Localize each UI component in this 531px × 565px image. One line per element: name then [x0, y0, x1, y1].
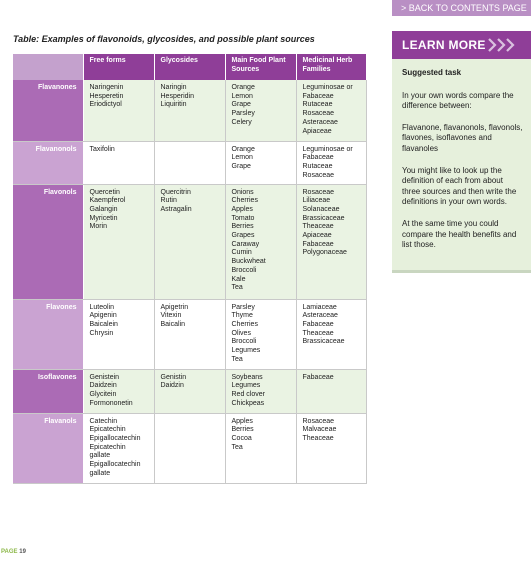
herb-families-cell: Rosaceae Liliaceae Solanaceae Brassicaceae Theaceae Apiaceae Fabaceae Polygonaceae: [296, 184, 366, 299]
learn-more-header: [392, 31, 531, 59]
panel-shadow: [392, 270, 531, 273]
page-label: PAGE: [1, 549, 18, 555]
chevrons-right-icon: [487, 38, 523, 52]
free-forms-cell: Luteolin Apigenin Baicalein Chrysin: [83, 299, 154, 369]
glycosides-cell: Apigetrin Vitexin Baicalin: [154, 299, 225, 369]
flavonoid-table: [13, 54, 367, 484]
header-glycosides: Glycosides: [154, 54, 225, 80]
row-label: Flavanones: [13, 80, 83, 141]
food-sources-cell: Apples Berries Cocoa Tea: [225, 413, 296, 483]
learn-more-paragraph: You might like to look up the definition of each from about three sources and then write the definitions in your own words.: [402, 165, 517, 207]
table-row: [13, 369, 366, 413]
herb-families-cell: Fabaceae: [296, 369, 366, 413]
learn-more-panel: [392, 31, 531, 270]
page-number-value: 19: [19, 549, 26, 555]
learn-more-subtitle: Suggested task: [402, 68, 462, 77]
header-food-sources: Main Food Plant Sources: [225, 54, 296, 80]
glycosides-cell: [154, 413, 225, 483]
free-forms-cell: Taxifolin: [83, 141, 154, 184]
food-sources-cell: Soybeans Legumes Red clover Chickpeas: [225, 369, 296, 413]
learn-more-paragraph: In your own words compare the difference between:: [402, 90, 514, 111]
glycosides-cell: [154, 141, 225, 184]
table-row: [13, 141, 366, 184]
header-herb-families: Medicinal Herb Families: [296, 54, 366, 80]
row-label: Flavanonols: [13, 141, 83, 184]
learn-more-body: [392, 59, 531, 251]
glycosides-cell: Genistin Daidzin: [154, 369, 225, 413]
table-title: Table: Examples of flavonoids, glycosides, and possible plant sources: [13, 34, 315, 44]
glycosides-cell: Quercitrin Rutin Astragalin: [154, 184, 225, 299]
learn-more-title: LEARN MORE: [402, 38, 486, 52]
herb-families-cell: Leguminosae or Fabaceae Rutaceae Rosaceae: [296, 141, 366, 184]
table-row: [13, 299, 366, 369]
learn-more-paragraph: Flavanone, flavanonols, flavonols, flavones, isoflavones and flavanoles: [402, 122, 523, 153]
food-sources-cell: Orange Lemon Grape: [225, 141, 296, 184]
free-forms-cell: Quercetin Kaempferol Galangin Myricetin Morin: [83, 184, 154, 299]
table-row: [13, 413, 366, 483]
back-to-contents-button[interactable]: > BACK TO CONTENTS PAGE: [392, 0, 531, 16]
page-number: [1, 549, 26, 555]
header-free-forms: Free forms: [83, 54, 154, 80]
glycosides-cell: Naringin Hesperidin Liquiritin: [154, 80, 225, 141]
food-sources-cell: Onions Cherries Apples Tomato Berries Grapes Caraway Cumin Buckwheat Broccoli Kale Tea: [225, 184, 296, 299]
food-sources-cell: Parsley Thyme Cherries Olives Broccoli Legumes Tea: [225, 299, 296, 369]
table-row: [13, 80, 366, 141]
herb-families-cell: Lamiaceae Asteraceae Fabaceae Theaceae Brassicaceae: [296, 299, 366, 369]
table-header-row: [13, 54, 366, 80]
row-label: Flavones: [13, 299, 83, 369]
free-forms-cell: Genistein Daidzein Glycitein Formononetin: [83, 369, 154, 413]
learn-more-paragraph: At the same time you could compare the health benefits and list those.: [402, 218, 517, 250]
free-forms-cell: Naringenin Hesperetin Eriodictyol: [83, 80, 154, 141]
row-label: Flavonols: [13, 184, 83, 299]
row-label: Isoflavones: [13, 369, 83, 413]
herb-families-cell: Rosaceae Malvaceae Theaceae: [296, 413, 366, 483]
header-blank: [13, 54, 83, 80]
table-row: [13, 184, 366, 299]
food-sources-cell: Orange Lemon Grape Parsley Celery: [225, 80, 296, 141]
free-forms-cell: Catechin Epicatechin Epigallocatechin Epicatechin gallate Epigallocatechin gallate: [83, 413, 154, 483]
herb-families-cell: Leguminosae or Fabaceae Rutaceae Rosaceae Asteraceae Apiaceae: [296, 80, 366, 141]
row-label: Flavanols: [13, 413, 83, 483]
